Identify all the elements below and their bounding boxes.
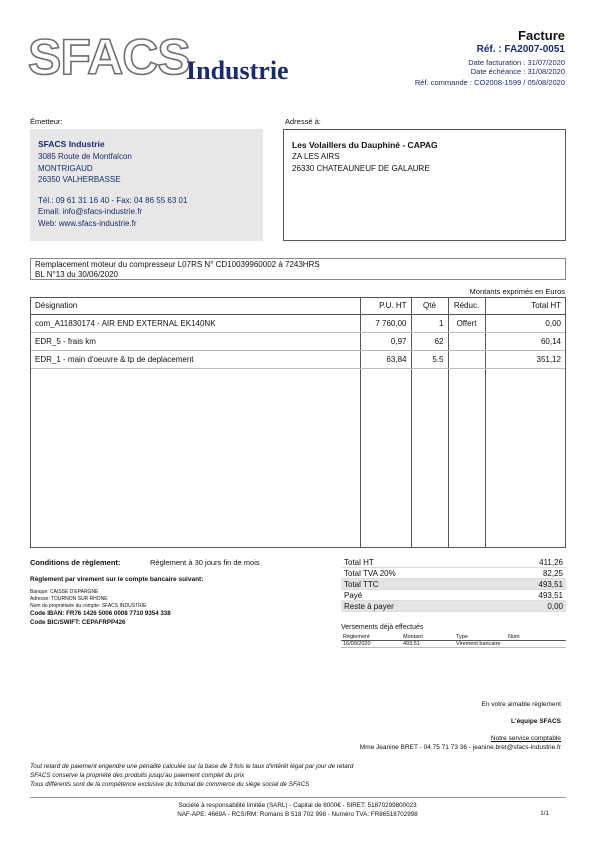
jurisdiction-notice: Tous différents sont de la compétence exclusive du tribunal de commerce du siège social de SFACS [30, 781, 310, 788]
item-designation: EDR_5 - frais km [31, 332, 360, 350]
table-filler [31, 368, 565, 547]
item-designation: com_A11830174 - AIR END EXTERNAL EK140NK [31, 314, 360, 332]
due-date: Date échéance : 31/08/2020 [470, 67, 565, 76]
item-total: 351,12 [485, 350, 565, 368]
table-row [341, 641, 566, 648]
table-row [31, 332, 565, 350]
amount-due-value: 0,00 [547, 602, 563, 611]
accounting-service: Notre service comptable [490, 735, 561, 742]
sender-name: SFACS Industrie [38, 139, 105, 149]
item-total: 60,14 [485, 332, 565, 350]
sender-email: Email: info@sfacs-industrie.fr [38, 207, 143, 216]
recipient-address-1: ZA LES AIRS [292, 152, 340, 161]
conditions-value: Règlement à 30 jours fin de mois [150, 558, 260, 567]
invoice-date: Date facturation : 31/07/2020 [468, 58, 565, 67]
table-row [31, 350, 565, 368]
total-tva-row [341, 568, 566, 579]
logo-wordmark: SFACS [28, 29, 190, 85]
item-qty: 1 [411, 314, 448, 332]
item-qty: 62 [411, 332, 448, 350]
bic-swift: Code BIC/SWIFT: CEPAFRPP426 [30, 619, 126, 626]
total-ttc-value: 493,51 [538, 580, 563, 589]
total-tva-value: 82,25 [542, 569, 563, 578]
iban: Code IBAN: FR76 1426 5006 0008 7710 9354 338 [30, 610, 171, 617]
item-unit-price: 7 760,00 [360, 314, 411, 332]
total-tva-label: Total TVA 20% [344, 569, 396, 578]
recipient-address-2: 26330 CHATEAUNEUF DE GALAURE [292, 163, 430, 173]
sender-address-3: 26350 VALHERBASSE [38, 175, 121, 184]
total-ttc-row [341, 579, 566, 590]
sender-website: Web: www.sfacs-industrie.fr [38, 218, 137, 228]
logo-subtitle: Industrie [186, 56, 289, 85]
closing-greeting: En votre aimable règlement [481, 701, 561, 708]
order-reference: Réf. commande : CO2008-1599 / 05/08/2020 [414, 78, 565, 87]
footer-legal-1: Société à responsabilité limitée (SARL) - Capital de 8000€ - SIRET: 51870299800023 [178, 802, 417, 809]
sender-address-2: MONTRIGAUD [38, 163, 93, 173]
item-discount [448, 350, 485, 368]
col-qty: Qté [411, 298, 448, 314]
conditions-label: Conditions de règlement: [30, 558, 121, 567]
totals-block [341, 557, 566, 612]
payment-type: Virement bancaire [454, 641, 506, 648]
company-logo [28, 29, 313, 85]
total-ht-label: Total HT [344, 558, 374, 567]
col-payment: Règlement [341, 634, 401, 641]
table-row [31, 314, 565, 332]
closing-team: L'équipe SFACS [511, 718, 561, 725]
col-amount: Montant [401, 634, 454, 641]
total-ht-row [341, 557, 566, 568]
item-qty: 5.5 [411, 350, 448, 368]
ownership-notice: SFACS conserve la propriété des produits jusqu'au paiement complet du prix [30, 772, 245, 779]
item-total: 0,00 [485, 314, 565, 332]
footer-legal-2: NAF-APE: 4669A - RCS/RM: Romans B 518 702 998 - Numéro TVA: FR86518702998 [177, 811, 418, 818]
items-header-row [31, 298, 565, 314]
col-num: Num [506, 634, 566, 641]
recipient-block [283, 129, 566, 241]
late-payment-notice: Tout retard de paiement engendre une pénalité calculée sur la base de 3 fois le taux d'intérêt légal par jour de retard [30, 763, 354, 770]
footer-divider [30, 797, 566, 798]
recipient-name: Les Volaillers du Dauphiné - CAPAG [292, 140, 438, 150]
payments-block [341, 624, 566, 648]
item-unit-price: 63,84 [360, 350, 411, 368]
item-designation: EDR_1 - main d'oeuvre & tp de deplacement [31, 350, 360, 368]
accounting-contact: Mme Jeanine BRET - 04 75 71 73 36 - jeanine.bret@sfacs-industrie.fr [359, 744, 561, 751]
sender-block [30, 129, 263, 241]
sender-phone-fax: Tél.: 09 61 31 16 40 - Fax: 04 86 55 63 01 [38, 195, 188, 205]
account-owner: Nom du propriétaire du compte: SFACS INDUSTRIE [30, 603, 147, 609]
amount-due-row [341, 601, 566, 612]
sender-address-1: 3085 Route de Montfalcon [38, 152, 132, 161]
document-title: Facture [518, 28, 565, 43]
item-discount: Offert [448, 314, 485, 332]
paid-row [341, 590, 566, 601]
total-ttc-label: Total TTC [344, 580, 379, 589]
col-unit-price: P.U. HT [360, 298, 411, 314]
item-discount [448, 332, 485, 350]
sender-label: Émetteur: [30, 117, 63, 126]
col-total: Total HT [485, 298, 565, 314]
col-discount: Réduc. [448, 298, 485, 314]
invoice-object [30, 258, 566, 280]
col-designation: Désignation [31, 298, 360, 314]
amount-due-label: Reste à payer [344, 602, 394, 611]
payments-table [341, 634, 566, 648]
payments-title: Versements déjà effectués [341, 624, 424, 631]
payment-amount: 493,51 [401, 641, 454, 648]
currency-note: Montants exprimés en Euros [469, 287, 565, 296]
object-line-1: Remplacement moteur du compresseur L07RS N° CD10039960002 à 7243HRS [35, 260, 320, 269]
bank-transfer-title: Règlement par virement sur le compte bancaire suivant: [30, 576, 204, 583]
paid-label: Payé [344, 591, 363, 600]
col-type: Type [454, 634, 506, 641]
bank-name: Banque: CAISSE D'EPARGNE [30, 589, 99, 595]
bank-address: Adresse: TOURNON SUR RHONE [30, 596, 108, 602]
items-table [30, 297, 566, 548]
object-line-2: BL N°13 du 30/06/2020 [35, 270, 118, 279]
payment-date: 16/09/2020 [341, 641, 401, 648]
total-ht-value: 411,26 [539, 558, 563, 567]
invoice-reference: Réf. : FA2007-0051 [476, 44, 565, 55]
recipient-label: Adressé à: [285, 117, 321, 126]
payment-num [506, 641, 566, 648]
item-unit-price: 0,97 [360, 332, 411, 350]
page-number: 1/1 [540, 810, 549, 817]
paid-value: 493,51 [538, 591, 563, 600]
